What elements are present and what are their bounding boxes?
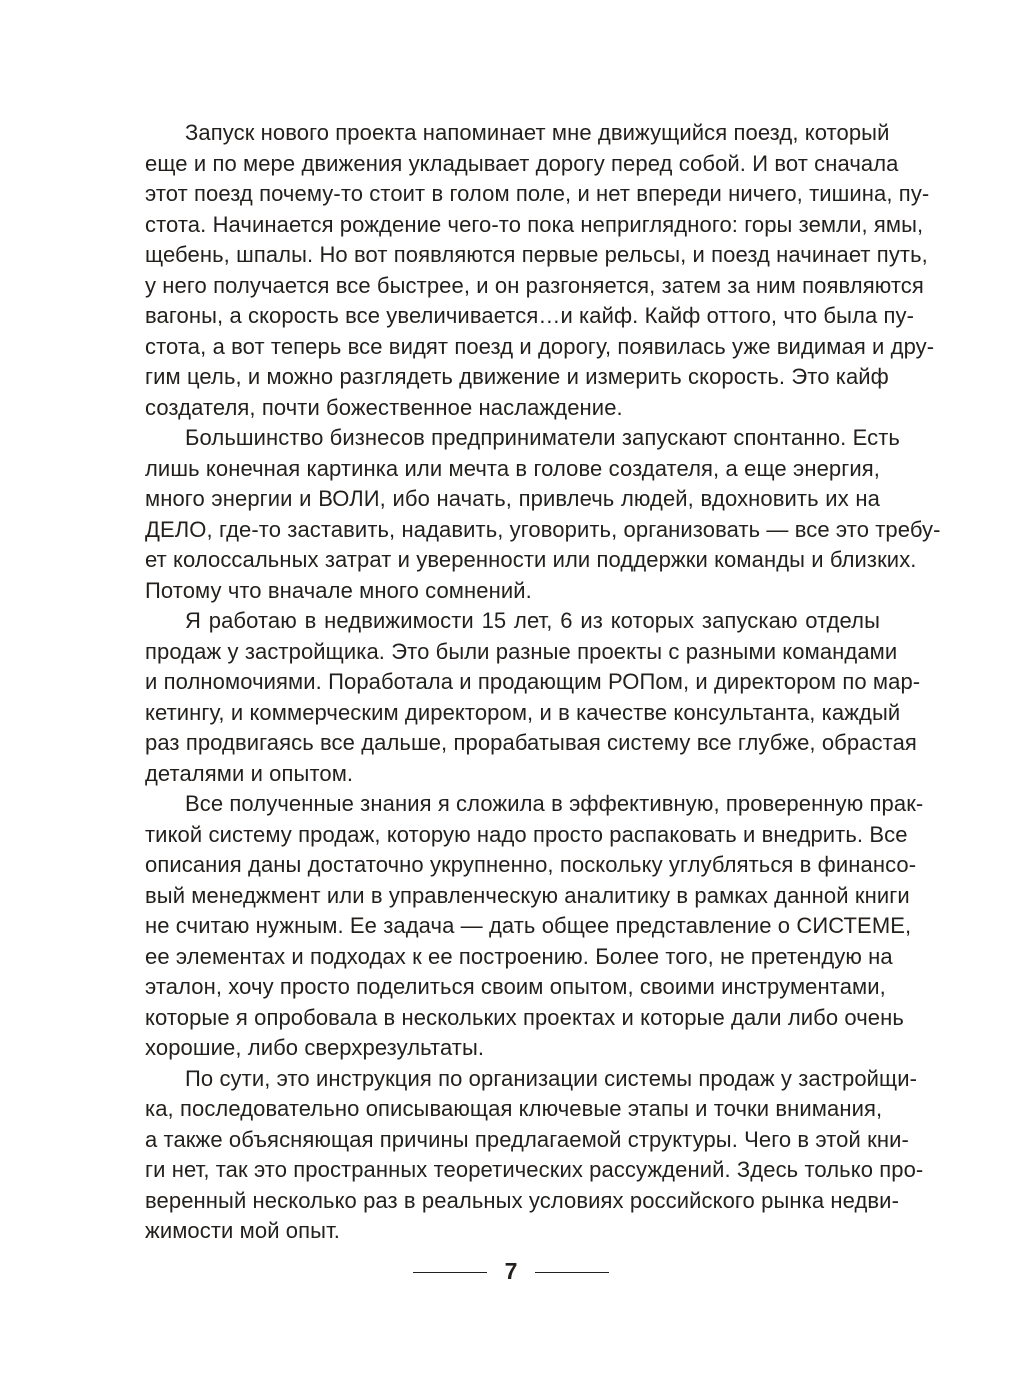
page-footer: [0, 1258, 1033, 1292]
paragraph-4: [145, 789, 924, 1064]
text-line: раз продвигаясь все дальше, прорабатывая систему все глубже, обрастая: [145, 730, 917, 755]
page-number: 7: [504, 1258, 518, 1284]
text-line: вагоны, а скорость все увеличивается…и кайф. Кайф оттого, что была пу-: [145, 303, 915, 328]
text-line: Запуск нового проекта напоминает мне движущийся поезд, который: [185, 120, 890, 145]
text-line: стота, а вот теперь все видят поезд и дорогу, появилась уже видимая и дру-: [145, 333, 935, 359]
text-line: не считаю нужным. Ее задача — дать общее представление о СИСТЕМЕ,: [145, 913, 912, 938]
paragraph-1: [145, 118, 935, 423]
text-line: ги нет, так это пространных теоретических рассуждений. Здесь только про-: [145, 1157, 924, 1182]
text-line: продаж у застройщика. Это были разные проекты с разными командами: [145, 638, 898, 664]
text-line: деталями и опытом.: [145, 760, 354, 786]
text-line: Потому что вначале много сомнений.: [145, 577, 532, 603]
text-line: кетингу, и коммерческим директором, и в качестве консультанта, каждый: [145, 699, 901, 725]
text-line: щебень, шпалы. Но вот появляются первые рельсы, и поезд начинает путь,: [145, 242, 928, 267]
text-line: еще и по мере движения укладывает дорогу перед собой. И вот сначала: [145, 150, 899, 176]
text-line: тикой систему продаж, которую надо просто распаковать и внедрить. Все: [145, 821, 908, 847]
text-line: создателя, почти божественное наслаждение.: [145, 394, 623, 420]
text-line: Большинство бизнесов предприниматели запускают спонтанно. Есть: [185, 425, 900, 450]
paragraph-5: [145, 1064, 924, 1247]
text-line: ее элементах и подходах к ее построению. Более того, не претендую на: [145, 943, 893, 969]
footer-rule-left: [413, 1272, 487, 1273]
text-line: стота. Начинается рождение чего-то пока неприглядного: горы земли, ямы,: [145, 211, 924, 237]
text-line: Я работаю в недвижимости 15 лет, 6 из которых запускаю отделы: [185, 608, 880, 633]
text-line: описания даны достаточно укрупненно, поскольку углубляться в финансо-: [145, 852, 917, 877]
text-line: которые я опробовала в нескольких проектах и которые дали либо очень: [145, 1004, 904, 1030]
text-line: вый менеджмент или в управленческую аналитику в рамках данной книги: [145, 882, 910, 908]
text-line: Все полученные знания я сложила в эффективную, проверенную прак-: [185, 791, 924, 816]
text-line: ДЕЛО, где-то заставить, надавить, уговорить, организовать — все это требу-: [145, 516, 941, 542]
text-line: лишь конечная картинка или мечта в голове создателя, а еще энергия,: [145, 455, 880, 481]
text-line: гим цель, и можно разглядеть движение и измерить скорость. Это кайф: [145, 364, 889, 389]
text-line: и полномочиями. Поработала и продающим РОПом, и директором по мар-: [145, 669, 921, 694]
text-line: жимости мой опыт.: [145, 1218, 341, 1243]
text-line: веренный несколько раз в реальных условиях российского рынка недви-: [145, 1187, 900, 1213]
text-line: а также объясняющая причины предлагаемой структуры. Чего в этой кни-: [145, 1126, 909, 1152]
text-line: ка, последовательно описывающая ключевые этапы и точки внимания,: [145, 1096, 883, 1121]
paragraph-2: [145, 423, 941, 606]
body-text: [145, 118, 941, 1247]
text-line: много энергии и ВОЛИ, ибо начать, привлечь людей, вдохновить их на: [145, 486, 880, 511]
text-line: эталон, хочу просто поделиться своим опытом, своими инструментами,: [145, 974, 886, 999]
text-line: этот поезд почему-то стоит в голом поле, и нет впереди ничего, тишина, пу-: [145, 181, 930, 206]
footer-rule-right: [535, 1272, 609, 1273]
text-line: По сути, это инструкция по организации системы продаж у застройщи-: [185, 1065, 918, 1091]
paragraph-3: [145, 606, 921, 789]
text-line: ет колоссальных затрат и уверенности или поддержки команды и близких.: [145, 547, 917, 572]
text-line: у него получается все быстрее, и он разгоняется, затем за ним появляются: [145, 272, 924, 298]
text-line: хорошие, либо сверхрезультаты.: [145, 1035, 485, 1060]
